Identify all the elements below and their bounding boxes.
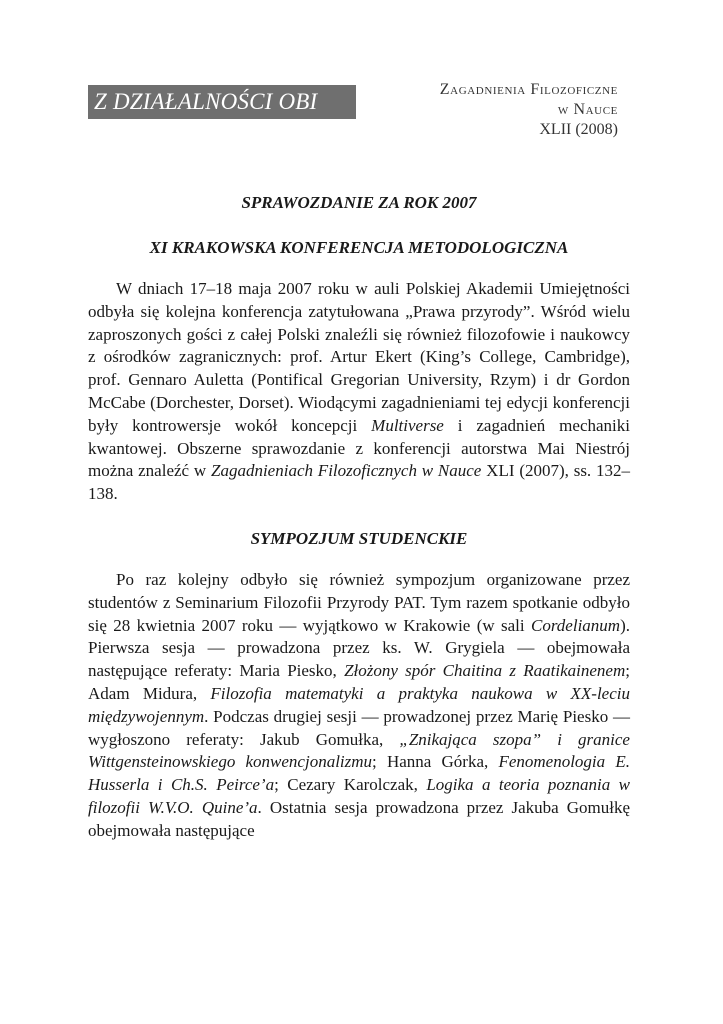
talk-title: Złożony spór Chaitina z Raatikainenem <box>344 661 626 681</box>
symposium-heading: SYMPOZJUM STUDENCKIE <box>250 528 468 548</box>
journal-info <box>440 80 618 140</box>
journal-title: Zagadnienia Filozoficzne <box>439 81 618 98</box>
conference-paragraph: W dniach 17–18 maja 2007 roku w auli Polskiej Akademii Umiejętności odbyła się kolejna konferencja zatytułowana „Prawa przyrody”. Wśród wielu zaproszonych gości z całej Polski znaleźli się również filozofowie i naukowcy z ośrodków zagranicznych: prof. Artur Ekert (King’s College, Cambridge), prof. Gennaro Auletta (Pontifical Gregorian University, Rzym) i dr Gordon McCabe (Dorchester, Dorset). Wiodącymi zagadnieniami tej edycji konferencji były kontrowersje wokół koncepcji Multiverse i zagadnień mechaniki kwantowej. Obszerne sprawozdanie z konferencji autorstwa Mai Niestrój można znaleźć w Zagadnieniach Filozoficznych w Nauce XLI (2007), ss. 132–138. <box>88 279 630 504</box>
talk-title: Logika a teoria poznania w filozofii W.V.O. Quine’a <box>88 775 631 817</box>
multiverse-term: Multiverse <box>371 415 444 435</box>
journal-volume: XLII (2008) <box>539 121 618 138</box>
journal-subtitle: w Nauce <box>557 101 618 118</box>
report-title: SPRAWOZDANIE ZA ROK 2007 <box>241 193 477 212</box>
section-label: Z DZIAŁALNOŚCI OBI <box>88 85 356 119</box>
venue-name: Cordelianum <box>530 615 621 635</box>
talk-title: Fenomenologia E. Husserla i Ch.S. Peirce’a <box>88 752 630 795</box>
talk-title: „Znikająca szopa” i granice Wittgensteinowskiego konwencjonalizmu <box>88 729 630 772</box>
symposium-paragraph: Po raz kolejny odbyło się również sympozjum organizowane przez studentów z Seminarium Filozofii Przyrody PAT. Tym razem spotkanie odbyło się 28 kwietnia 2007 roku — wyjątkowo w Krakowie (w sali Cordelianum). Pierwsza sesja — prowadzona przez ks. W. Grygiela — obejmowała następujące referaty: Maria Piesko, Złożony spór Chaitina z Raatikainenem; Adam Midura, Filozofia matematyki a praktyka naukowa w XX-leciu międzywojennym. Podczas drugiej sesji — prowadzonej przez Marię Piesko — wygłoszono referaty: Jakub Gomułka, „Znikająca szopa” i granice Wittgensteinowskiego konwencjonalizmu; Hanna Górka, Fenomenologia E. Husserla i Ch.S. Peirce’a; Cezary Karolczak, Logika a teoria poznania w filozofii W.V.O. Quine’a. Ostatnia sesja prowadzona przez Jakuba Gomułkę obejmowała następujące <box>88 569 631 840</box>
conference-heading: XI KRAKOWSKA KONFERENCJA METODOLOGICZNA <box>149 238 569 257</box>
journal-reference: Zagadnieniach Filozoficznych w Nauce <box>211 461 482 481</box>
talk-title: Filozofia matematyki a praktyka naukowa w XX-leciu międzywojennym <box>88 683 630 726</box>
article-body <box>88 186 630 843</box>
